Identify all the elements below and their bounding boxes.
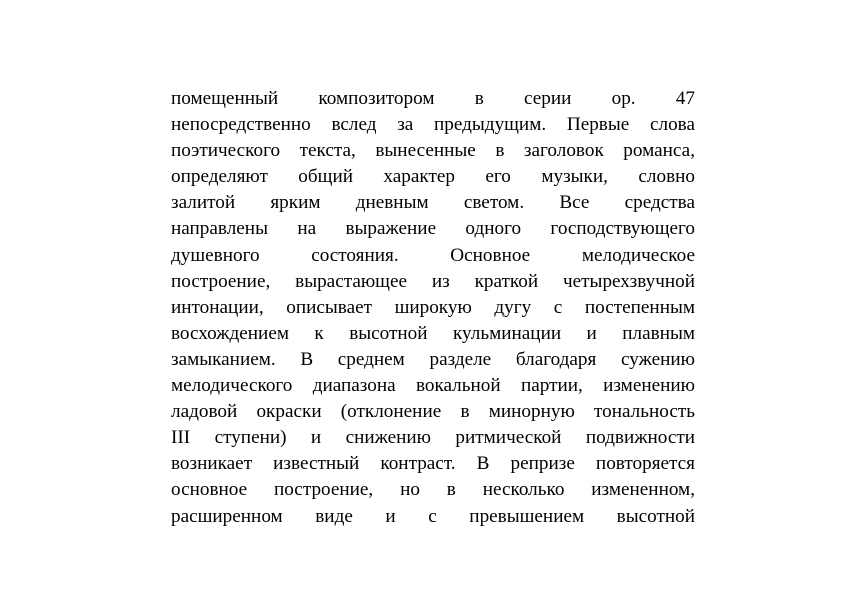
- text-line: залитой ярким дневным светом. Все средства: [171, 192, 695, 214]
- text-line: мелодического диапазона вокальной партии, изменению: [171, 375, 695, 397]
- text-line: определяют общий характер его музыки, словно: [171, 166, 695, 188]
- text-line: интонации, описывает широкую дугу с постепенным: [171, 296, 695, 318]
- text-line: ладовой окраски (отклонение в минорную тональность: [171, 401, 695, 423]
- text-line: III ступени) и снижению ритмической подвижности: [171, 427, 695, 449]
- text-line: восхождением к высотной кульминации и плавным: [171, 322, 695, 344]
- text-line: поэтического текста, вынесенные в заголовок романса,: [171, 140, 695, 162]
- text-line: замыканием. В среднем разделе благодаря сужению: [171, 348, 695, 370]
- text-line: душевного состояния. Основное мелодическое: [171, 244, 695, 266]
- text-line: непосредственно вслед за предыдущим. Первые слова: [171, 114, 695, 136]
- text-line: основное построение, но в несколько измененном,: [171, 479, 695, 501]
- text-line: расширенном виде и с превышением высотной: [171, 505, 695, 527]
- body-paragraph: [171, 86, 695, 530]
- text-line: построение, вырастающее из краткой четырехзвучной: [171, 270, 695, 292]
- text-line: направлены на выражение одного господствующего: [171, 218, 695, 240]
- text-line: возникает известный контраст. В репризе повторяется: [171, 453, 695, 475]
- text-line: помещенный композитором в серии ор. 47: [171, 88, 695, 109]
